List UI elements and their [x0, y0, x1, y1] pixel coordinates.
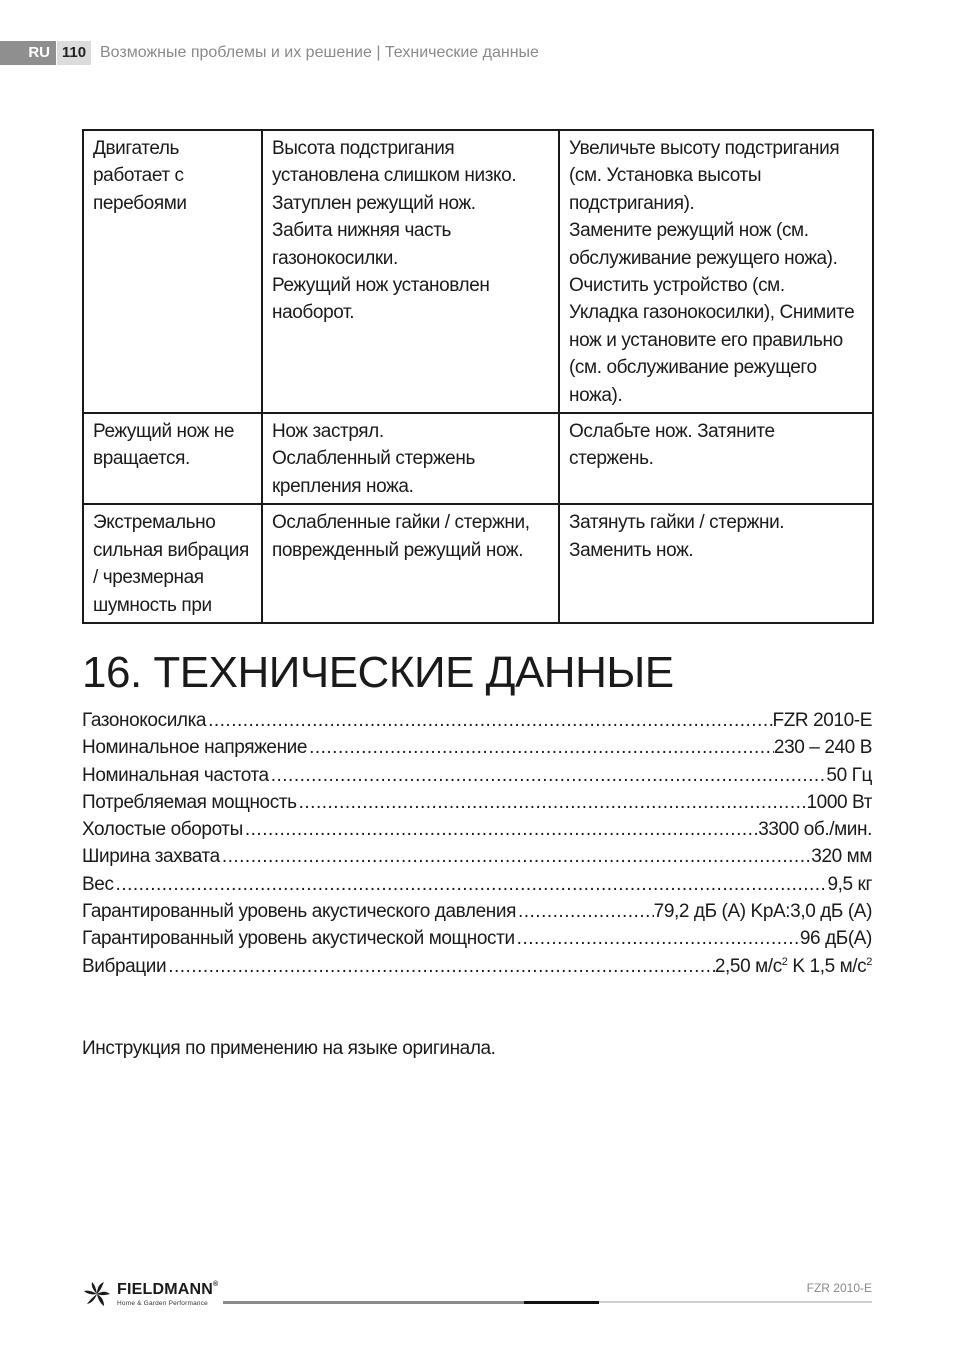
section-title: 16. ТЕХНИЧЕСКИЕ ДАННЫЕ: [82, 648, 674, 697]
running-header-title: Возможные проблемы и их решение | Технические данные: [100, 44, 539, 61]
footer-rule-black: [524, 1301, 599, 1304]
spec-value: 96 дБ(A): [799, 928, 872, 950]
spec-value: 3300 об./мин.: [758, 819, 872, 841]
footer-rule-gray: [223, 1301, 524, 1304]
problem-cell: Режущий нож не вращается.: [83, 413, 262, 504]
spec-row: [82, 789, 872, 816]
spec-value: 79,2 дБ (A) KpA:3,0 дБ (A): [653, 901, 872, 923]
table-row: [83, 413, 873, 504]
spec-row: [82, 762, 872, 789]
spec-row: [82, 707, 872, 734]
footer-model: FZR 2010-E: [806, 1281, 872, 1295]
cause-cell: Высота подстригания установлена слишком низко. Затуплен режущий нож. Забита нижняя часть газонокосилки. Режущий нож установлен наоборот.: [262, 130, 559, 413]
page-number: 110: [57, 41, 91, 65]
spec-row: [82, 953, 872, 980]
original-language-note: Инструкция по применению на языке оригинала.: [82, 1038, 496, 1059]
table-row: [83, 504, 873, 623]
troubleshooting-table: [82, 129, 874, 624]
brand-name: FIELDMANN®: [117, 1281, 219, 1298]
spec-label: Холостые обороты: [82, 819, 243, 841]
spec-list: [82, 707, 872, 980]
spec-label: Гарантированный уровень акустической мощности: [82, 928, 515, 950]
spec-value: 2,50 $м/с^2$ K 1,5 $м/с^2$: [714, 955, 872, 977]
footer-rule-light: [599, 1301, 872, 1303]
cause-cell: Ослабленные гайки / стержни, поврежденный режущий нож.: [262, 504, 559, 623]
dot-leader: [166, 953, 715, 980]
spec-row: [82, 871, 872, 898]
spec-row: [82, 843, 872, 870]
spec-row: [82, 898, 872, 925]
spec-value: 50 Гц: [826, 764, 872, 786]
spec-value: 1000 Вт: [806, 791, 872, 813]
language-tab: RU: [0, 41, 56, 65]
spec-label: Вибрации: [82, 955, 167, 977]
cause-cell: Нож застрял. Ослабленный стержень крепления ножа.: [262, 413, 559, 504]
dot-leader: [269, 762, 827, 789]
dot-leader: [243, 816, 758, 843]
spec-value: 9,5 кг: [827, 873, 872, 895]
solution-cell: Ослабьте нож. Затяните стержень.: [559, 413, 873, 504]
dot-leader: [114, 871, 828, 898]
spec-row: [82, 925, 872, 952]
solution-cell: Увеличьте высоту подстригания (см. Установка высоты подстригания). Замените режущий нож (см. обслуживание режущего ножа). Очистить устройство (см. Укладка газонокосилки), Снимите нож и установите его правильно (см. обслуживание режущего ножа).: [559, 130, 873, 413]
dot-leader: [297, 789, 807, 816]
spec-value: 230 – 240 В: [773, 737, 872, 759]
fieldmann-logo: [82, 1277, 232, 1317]
spec-value: FZR 2010-E: [772, 710, 872, 731]
dot-leader: [206, 707, 772, 734]
spec-label: Гарантированный уровень акустического давления: [82, 901, 516, 923]
dot-leader: [220, 843, 811, 870]
spec-label: Потребляемая мощность: [82, 791, 297, 813]
table-row: [83, 130, 873, 413]
dot-leader: [515, 925, 800, 952]
problem-cell: Экстремально сильная вибрация / чрезмерная шумность при: [83, 504, 262, 623]
brand-tagline: Home & Garden Performance: [117, 1300, 208, 1307]
problem-cell: Двигатель работает с перебоями: [83, 130, 262, 413]
spec-label: Ширина захвата: [82, 846, 220, 868]
solution-cell: Затянуть гайки / стержни. Заменить нож.: [559, 504, 873, 623]
spec-label: Вес: [82, 873, 114, 895]
spec-label: Номинальная частота: [82, 764, 269, 786]
spec-row: [82, 734, 872, 761]
spec-row: [82, 816, 872, 843]
spec-label: Номинальное напряжение: [82, 737, 308, 759]
spec-label: Газонокосилка: [82, 710, 207, 731]
fan-logo-icon: [82, 1279, 112, 1309]
dot-leader: [307, 734, 774, 761]
spec-value: 320 мм: [811, 846, 872, 868]
dot-leader: [516, 898, 654, 925]
